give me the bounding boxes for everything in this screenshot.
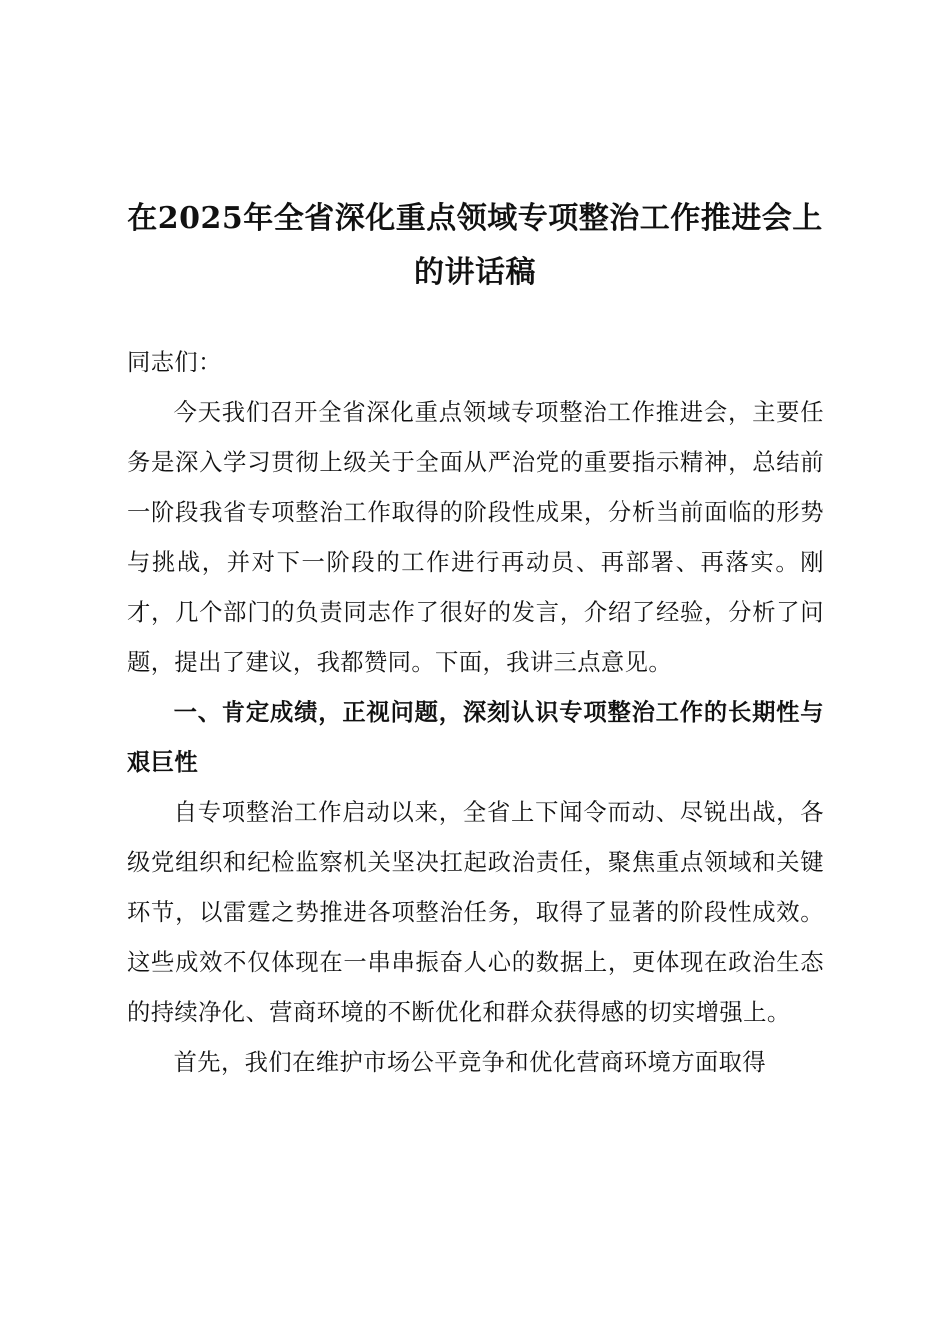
document-title: 在2025年全省深化重点领域专项整治工作推进会上的讲话稿: [127, 201, 823, 290]
body-paragraph: 自专项整治工作启动以来，全省上下闻令而动、尽锐出战，各级党组织和纪检监察机关坚决扛起政治责任，聚焦重点领域和关键环节，以雷霆之势推进各项整治任务，取得了显著的阶段性成效。这些成效不仅体现在一串串振奋人心的数据上，更体现在政治生态的持续净化、营商环境的不断优化和群众获得感的切实增强上。: [127, 799, 824, 1026]
salutation: 同志们：: [127, 349, 222, 376]
intro-paragraph: 今天我们召开全省深化重点领域专项整治工作推进会，主要任务是深入学习贯彻上级关于全面从严治党的重要指示精神，总结前一阶段我省专项整治工作取得的阶段性成果，分析当前面临的形势与挑战，并对下一阶段的工作进行再动员、再部署、再落实。刚才，几个部门的负责同志作了很好的发言，介绍了经验，分析了问题，提出了建议，我都赞同。下面，我讲三点意见。: [127, 399, 824, 676]
section-heading: 一、肯定成绩，正视问题，深刻认识专项整治工作的长期性与艰巨性: [127, 699, 824, 776]
document-body: [127, 338, 824, 1088]
body-paragraph: 首先，我们在维护市场公平竞争和优化营商环境方面取得: [173, 1049, 767, 1076]
